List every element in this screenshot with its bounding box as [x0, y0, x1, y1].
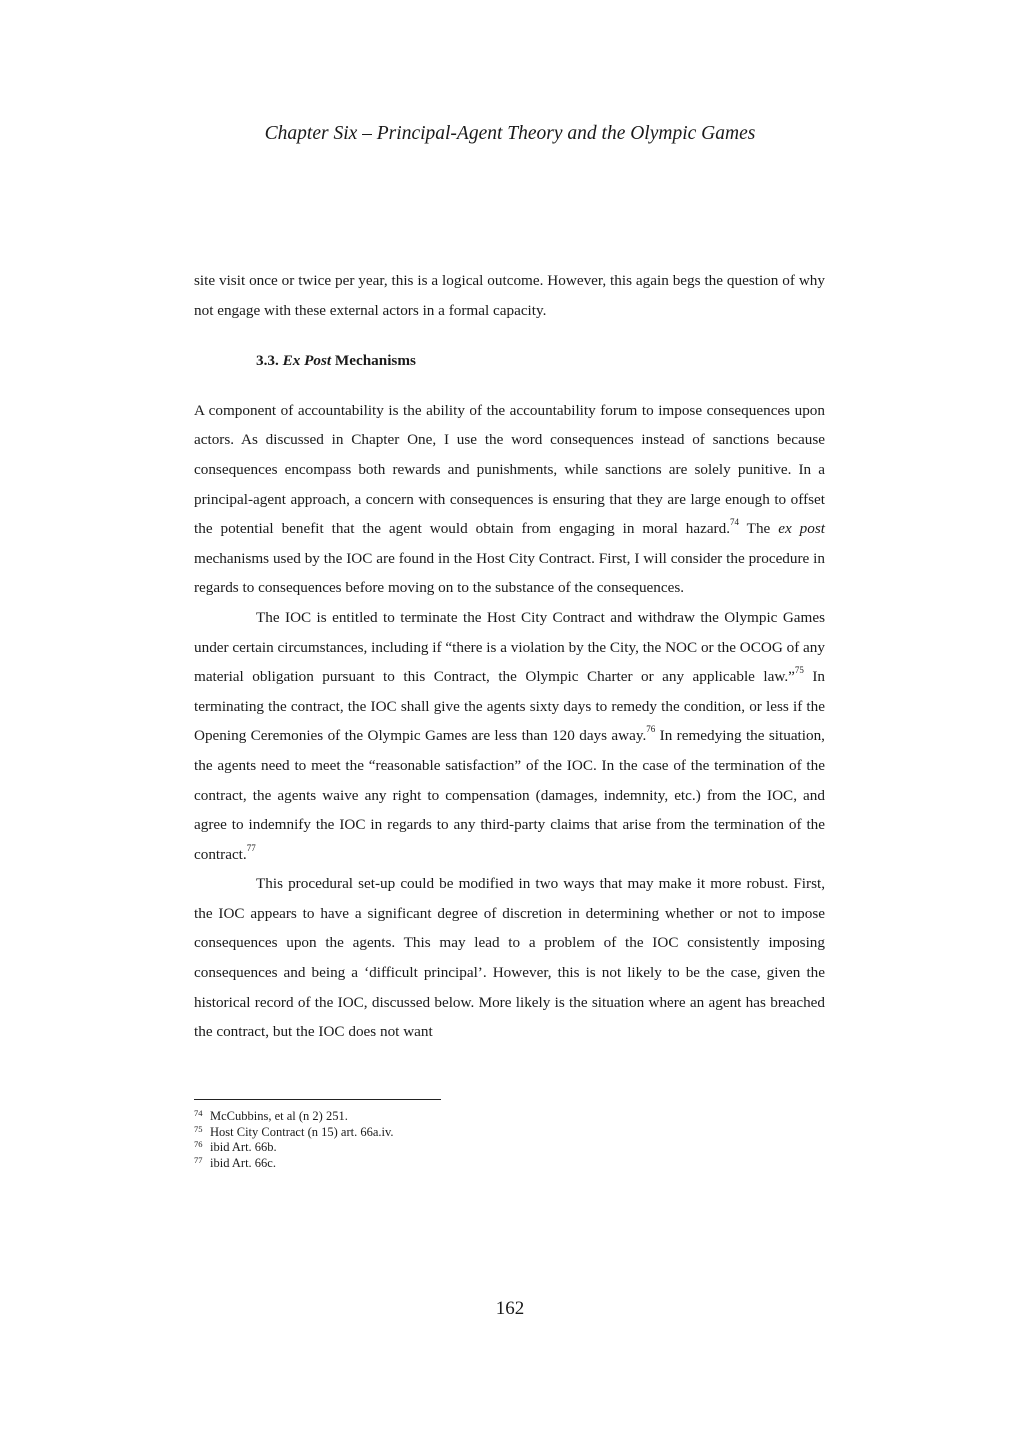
- footnote-77: [194, 1156, 825, 1172]
- main-text: [194, 266, 825, 1047]
- footnote-text: ibid Art. 66b.: [210, 1140, 277, 1154]
- footnote-number: 75: [194, 1123, 203, 1134]
- footnote-ref-77[interactable]: 77: [246, 842, 256, 853]
- paragraph-text: A component of accountability is the ability of the accountability forum to impose consequences upon actors. As discussed in Chapter One, I use the word consequences instead of sanctions because consequences encompass both rewards and punishments, while sanctions are solely punitive. In a principal-agent approach, a concern with consequences is ensuring that they are large enough to offset the potential benefit that the agent would obtain from engaging in moral hazard.: [194, 401, 825, 538]
- section-heading-italic: Ex Post: [282, 352, 332, 370]
- paragraph-text: The IOC is entitled to terminate the Host City Contract and withdraw the Olympic Games under certain circumstances, including if “there is a violation by the City, the NOC or the OCOG of any material obligation pursuant to this Contract, the Olympic Charter or any applicable law.”: [194, 608, 825, 686]
- footnote-75: [194, 1125, 825, 1141]
- italic-term: ex post: [778, 520, 825, 538]
- footnote-number: 76: [194, 1139, 203, 1149]
- paragraph-accountability: [194, 396, 825, 603]
- paragraph-procedural: This procedural set-up could be modified in two ways that may make it more robust. First, the IOC appears to have a significant degree of discretion in determining whether or not to impose consequences upon the agents. This may lead to a problem of the IOC consistently imposing consequences and being a ‘difficult principal’. However, this is not likely to be the case, given the historical record of the IOC, discussed below. More likely is the situation where an agent has breached the contract, but the IOC does not want: [194, 875, 825, 1041]
- paragraph-text: mechanisms used by the IOC are found in the Host City Contract. First, I will consider the procedure in regards to consequences before moving on to the substance of the consequences.: [194, 549, 825, 597]
- footnote-text: ibid Art. 66c.: [210, 1155, 276, 1170]
- paragraph-text: In terminating the contract, the IOC shall give the agents sixty days to remedy the condition, or less if the Opening Ceremonies of the Olympic Games are less than 120 days away.: [194, 668, 825, 745]
- paragraph-text: In remedying the situation, the agents need to meet the “reasonable satisfaction” of the IOC. In the case of the termination of the contract, the agents waive any right to compensation (damages, indemnity, etc.) from the IOC, and agree to indemnify the IOC in regards to any third-party claims that arise from the termination of the contract.: [194, 727, 825, 863]
- footnote-number: 77: [194, 1154, 203, 1165]
- section-number: 3.3.: [256, 352, 279, 370]
- running-header: Chapter Six – Principal-Agent Theory and the Olympic Games: [264, 123, 756, 144]
- paragraph-text: The: [739, 520, 779, 538]
- section-heading: [256, 346, 825, 376]
- footnote-number: 74: [194, 1108, 203, 1118]
- paragraph-terminate: [194, 603, 825, 869]
- section-heading-rest: Mechanisms: [334, 352, 416, 370]
- footnote-ref-74[interactable]: 74: [730, 517, 740, 528]
- footnote-76: [194, 1140, 825, 1156]
- footnote-ref-75[interactable]: 75: [794, 665, 804, 676]
- footnotes: [194, 1109, 825, 1171]
- paragraph-continued: site visit once or twice per year, this is a logical outcome. However, this again begs the question of why not engage with these external actors in a formal capacity.: [194, 272, 825, 319]
- footnote-divider: [194, 1099, 441, 1100]
- footnote-text: Host City Contract (n 15) art. 66a.iv.: [210, 1124, 394, 1139]
- footnote-74: [194, 1109, 825, 1125]
- footnote-ref-76[interactable]: 76: [646, 724, 656, 735]
- page-number: 162: [495, 1298, 525, 1319]
- footnote-text: McCubbins, et al (n 2) 251.: [210, 1109, 348, 1123]
